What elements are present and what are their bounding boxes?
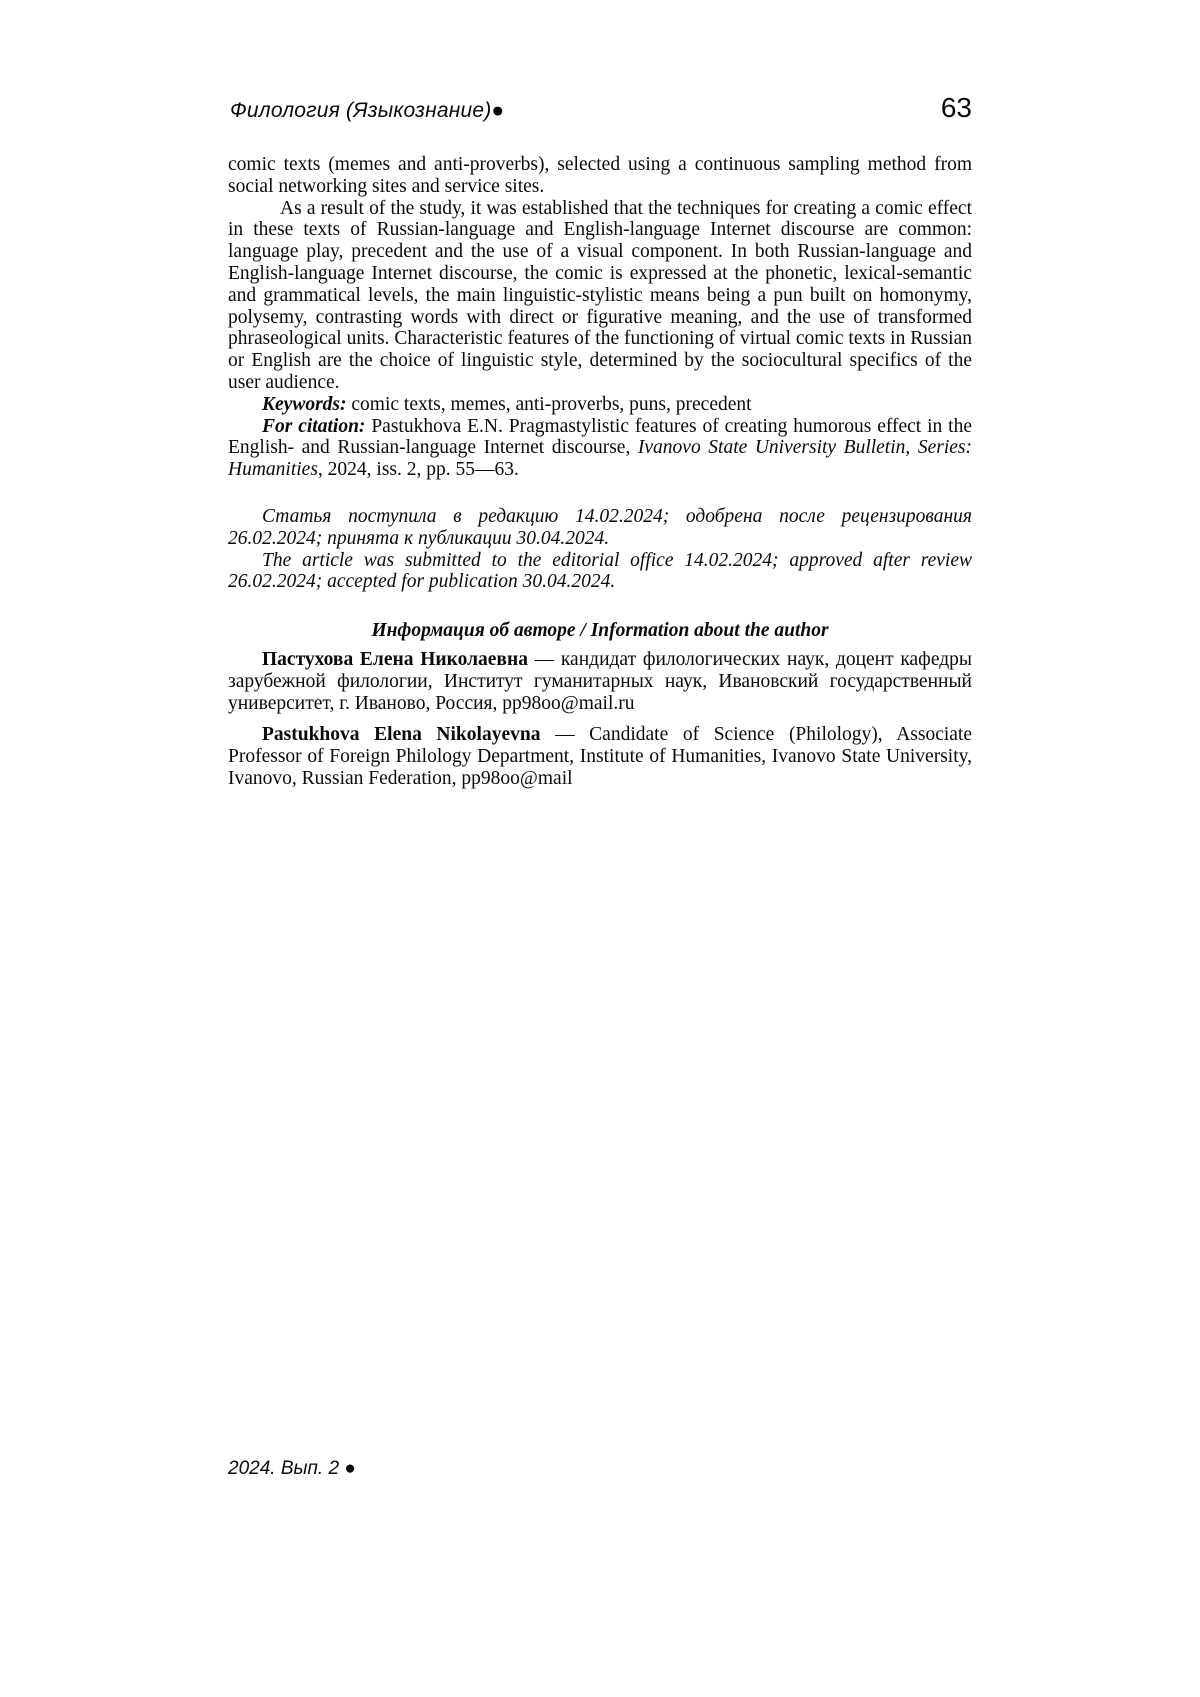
citation-label: For citation: (262, 415, 366, 437)
page-number: 63 (940, 92, 972, 123)
citation-journal-title: Ivanovo State University Bulletin, Series: Humanities, (228, 437, 972, 481)
author-info-heading: Информация об авторе / Information about the author (371, 620, 829, 642)
author-bio-ru (228, 649, 972, 714)
citation-issue-pages: 2024, iss. 2, pp. 55—63. (327, 459, 519, 481)
abstract-continuation: comic texts (memes and anti-proverbs), selected using a continuous sampling method from social networking sites and service sites. (228, 154, 972, 197)
author-name-en: Pastukhova Elena Nikolayevna (262, 724, 541, 746)
keywords-label: Keywords: (262, 393, 347, 415)
article-back-matter (228, 154, 972, 790)
running-head (230, 94, 972, 123)
author-name-ru: Пастухова Елена Николаевна (262, 648, 528, 670)
author-bio-en (228, 724, 972, 789)
article-history (228, 506, 972, 593)
page-footer (228, 1458, 356, 1480)
keywords-line (228, 394, 972, 416)
issue-line: 2024. Вып. 2 ● (228, 1458, 356, 1479)
citation-text: Pastukhova E.N. Pragmastylistic features of creating humorous effect in the English- and Russian-language Internet discourse, (228, 415, 973, 459)
abstract-section (228, 154, 972, 394)
running-title: Филология (Языкознание)● (230, 99, 505, 122)
article-history-en: The article was submitted to the editorial office 14.02.2024; approved after review 26.02.2024; accepted for publication 30.04.2024. (228, 549, 972, 593)
abstract-paragraph: As a result of the study, it was established that the techniques for creating a comic effect in these texts of Russian-language and English-language Internet discourse are common: language play, precedent and the use of a visual component. In both Russian-language and English-language Internet discourse, the comic is expressed at the phonetic, lexical-semantic and grammatical levels, the main linguistic-stylistic means being a pun built on homonymy, polysemy, contrasting words with direct or figurative meaning, and the use of transformed phraseological units. Characteristic features of the functioning of virtual comic texts in Russian or English are the choice of linguistic style, determined by the sociocultural specifics of the user audience. (228, 197, 972, 393)
citation-paragraph (228, 416, 972, 481)
author-details-ru: — кандидат филологических наук, доцент кафедры зарубежной филологии, Институт гуманитарных наук, Ивановский государственный университет, г. Иваново, Россия, pp98oo@mail.ru (228, 648, 972, 714)
author-details-en: — Candidate of Science (Philology), Associate Professor of Foreign Philology Department, Institute of Humanities, Ivanovo State University, Ivanovo, Russian Federation, pp98oo@mail (228, 724, 972, 789)
article-history-ru: Статья поступила в редакцию 14.02.2024; одобрена после рецензирования 26.02.2024; принята к публикации 30.04.2024. (228, 505, 972, 549)
keywords-text: comic texts, memes, anti-proverbs, puns, precedent (351, 393, 752, 415)
